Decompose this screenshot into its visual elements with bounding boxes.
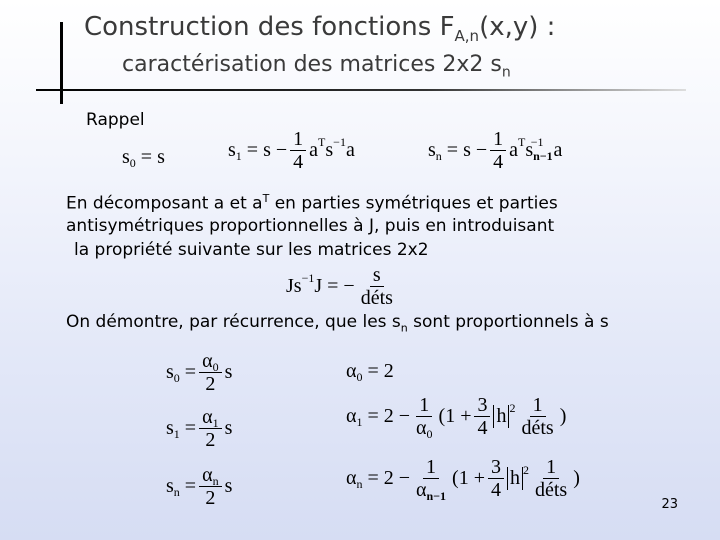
rappel-label: Rappel bbox=[86, 110, 145, 130]
formula-s1: s 1 = s − $\frac{1}{4}$ a T s −1 a bbox=[228, 128, 355, 173]
slide-title: Construction des fonctions $F_{A,n}(x,y)$ : bbox=[84, 12, 556, 46]
paragraph-line-1: En décomposant a et $a^T$ en parties symétriques et parties bbox=[66, 192, 558, 214]
horizontal-accent-bar bbox=[36, 89, 686, 91]
formula-s1-alpha: s 1 = $\frac{\alpha_1}{2}$ s bbox=[166, 406, 233, 451]
slide-subtitle: caractérisation des matrices 2x2 $s_n$ bbox=[122, 52, 511, 81]
formula-sn-alpha: s n = $\frac{\alpha_n}{2}$ s bbox=[166, 464, 233, 509]
formula-s0-alpha: s 0 = $\frac{\alpha_0}{2}$ s bbox=[166, 350, 233, 395]
paragraph-line-3: la propriété suivante sur les matrices 2x2 bbox=[74, 240, 429, 260]
paragraph-line-2: antisymétriques proportionnelles à J, puis en introduisant bbox=[66, 216, 555, 236]
formula-jsj: Js −1 J = − $\frac{s}{\text{déts}}$ bbox=[286, 264, 393, 309]
formula-alphan: α n = 2 − $\frac{1}{\alpha_{n-1}}$ (1 + $\frac{3}{4}$ h 2 $\frac{1}{\text{déts}}$ ) bbox=[346, 456, 580, 503]
paragraph-recurrence: On démontre, par récurrence, que les $s_n$ sont proportionnels à s bbox=[66, 312, 609, 335]
formula-s0: s 0 = s bbox=[122, 146, 165, 170]
formula-alpha0: α 0 = 2 bbox=[346, 360, 394, 384]
vertical-accent-bar bbox=[60, 22, 63, 104]
formula-alpha1: α 1 = 2 − $\frac{1}{\alpha_0}$ (1 + $\frac{3}{4}$ h 2 $\frac{1}{\text{déts}}$ ) bbox=[346, 394, 567, 441]
page-number: 23 bbox=[661, 497, 678, 512]
formula-sn: s n = s − $\frac{1}{4}$ a T s n−1 −1 a bbox=[428, 128, 563, 173]
